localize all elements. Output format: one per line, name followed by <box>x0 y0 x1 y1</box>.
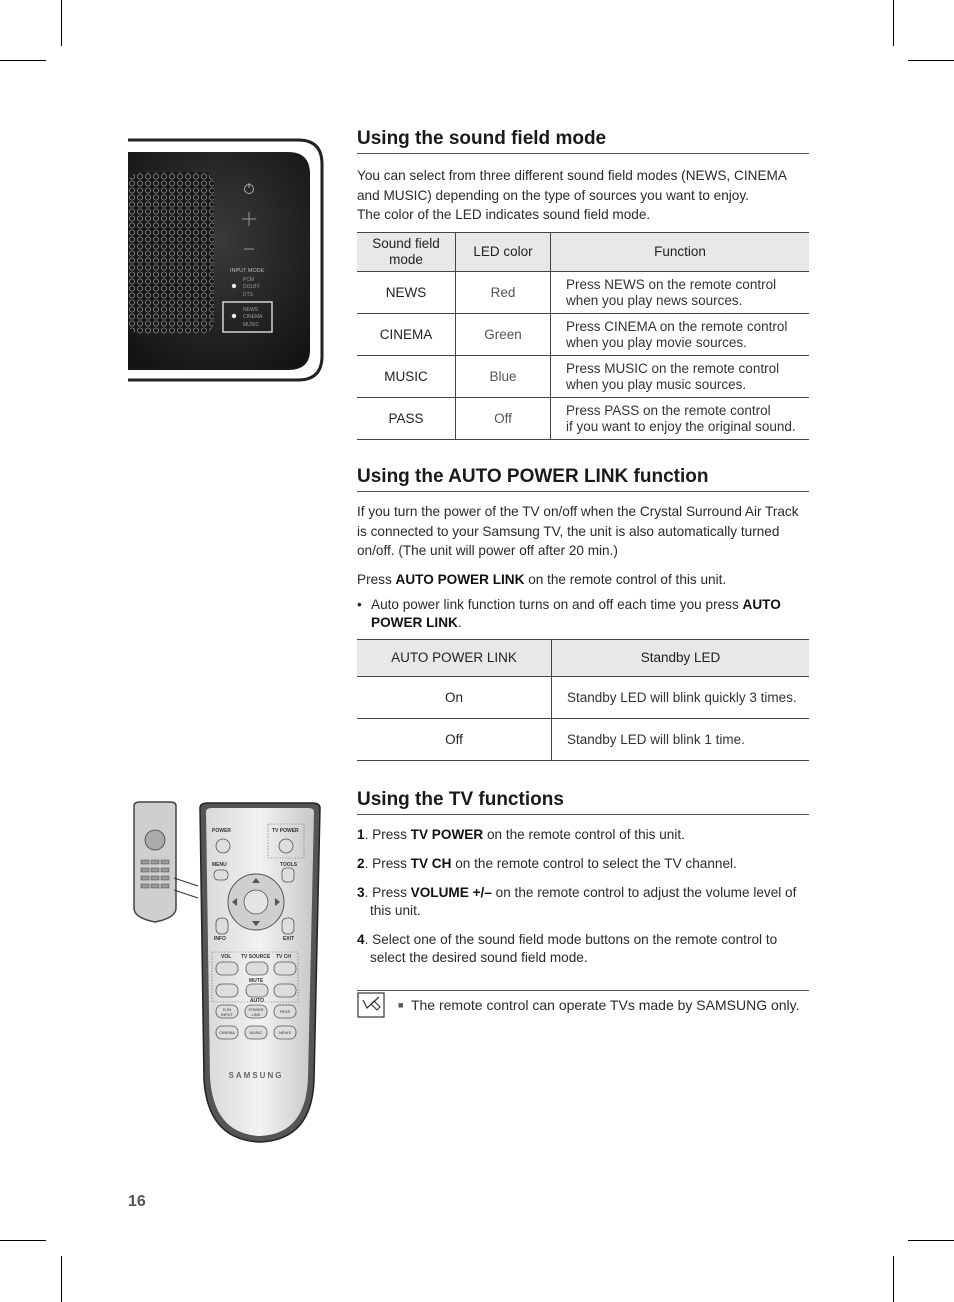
panel-dolby: DOLBY <box>243 284 260 290</box>
mode-cell: PASS <box>357 398 456 440</box>
remote-power-button <box>216 839 230 853</box>
th-auto-power-link: AUTO POWER LINK <box>357 640 552 677</box>
remote-auto-label: AUTO <box>250 998 265 1004</box>
remote-exit-label: EXIT <box>283 936 295 942</box>
crop-mark <box>0 60 46 61</box>
table-row <box>357 719 809 761</box>
crop-mark <box>908 1240 954 1241</box>
table-row <box>357 314 809 356</box>
table-row <box>357 272 809 314</box>
th-function: Function <box>551 233 810 272</box>
table-row <box>357 356 809 398</box>
state-cell: Off <box>357 719 552 761</box>
remote-power-link-label-1: POWER <box>248 1007 264 1012</box>
led-cell: Blue <box>456 356 551 398</box>
remote-tv-power-button <box>279 839 293 853</box>
auto-power-title: Using the AUTO POWER LINK function <box>357 466 809 492</box>
function-cell: Press PASS on the remote control if you want to enjoy the original sound. <box>551 398 810 440</box>
sound-field-intro2: The color of the LED indicates sound field mode. <box>357 207 651 222</box>
remote-brand-logo: SAMSUNG <box>228 1071 284 1080</box>
panel-input-mode: INPUT MODE <box>230 268 265 274</box>
remote-pass-label: PASS <box>279 1009 291 1014</box>
note-text: ■ The remote control can operate TVs made by SAMSUNG only. <box>398 997 800 1013</box>
crop-mark <box>908 60 954 61</box>
sound-field-table <box>357 232 809 440</box>
th-led: LED color <box>456 233 551 272</box>
remote-ch-down-button <box>274 984 296 997</box>
remote-menu-label: MENU <box>212 862 227 868</box>
remote-mute-button <box>246 984 268 997</box>
tv-step-3: 3. Press VOLUME +/– on the remote control to adjust the volume level of this unit. <box>357 885 797 918</box>
front-panel-illustration <box>128 138 324 382</box>
remote-tools-label: TOOLS <box>280 862 298 868</box>
remote-tv-ch-label: TV CH <box>276 954 291 960</box>
note-divider <box>357 990 809 991</box>
tv-step-1: 1. Press TV POWER on the remote control of this unit. <box>357 827 685 842</box>
tv-functions-title: Using the TV functions <box>357 789 809 815</box>
remote-info-button <box>216 918 228 934</box>
remote-mute-label: MUTE <box>249 978 264 984</box>
remote-info-label: INFO <box>214 936 226 942</box>
mode-cell: CINEMA <box>357 314 456 356</box>
crop-mark <box>61 0 62 46</box>
remote-cinema-label: CINEMA <box>219 1030 235 1035</box>
led-cell: Off <box>456 398 551 440</box>
th-mode: Sound field mode <box>357 233 456 272</box>
remote-vol-label: VOL <box>221 954 232 960</box>
led-behavior-cell: Standby LED will blink 1 time. <box>552 719 810 761</box>
remote-input-label: INPUT <box>221 1012 233 1017</box>
remote-tv-source-button <box>246 962 268 975</box>
th-standby-led: Standby LED <box>552 640 810 677</box>
panel-pcm: PCM <box>243 277 255 283</box>
led-behavior-cell: Standby LED will blink quickly 3 times. <box>552 677 810 719</box>
table-row <box>357 677 809 719</box>
remote-music-label: MUSIC <box>249 1030 263 1035</box>
function-cell: Press MUSIC on the remote control when you play music sources. <box>551 356 810 398</box>
remote-power-link-label-2: LINK <box>251 1012 261 1017</box>
auto-power-para: If you turn the power of the TV on/off when the Crystal Surround Air Track is connected to your Samsung TV, the unit is also automatically turned on/off. (The unit will power off after 20 min.) <box>357 504 799 558</box>
crop-mark <box>61 1256 62 1302</box>
crop-mark <box>893 0 894 46</box>
led-cell: Green <box>456 314 551 356</box>
crop-mark <box>893 1256 894 1302</box>
remote-power-label: POWER <box>212 828 231 834</box>
panel-news: NEWS <box>243 307 258 313</box>
remote-menu-button <box>214 870 228 880</box>
remote-news-label: NEWS <box>279 1030 291 1035</box>
page-number: 16 <box>128 1193 146 1210</box>
state-cell: On <box>357 677 552 719</box>
remote-exit-button <box>282 918 294 934</box>
mode-cell: MUSIC <box>357 356 456 398</box>
auto-power-table <box>357 639 809 761</box>
remote-ch-up-button <box>274 962 296 975</box>
tv-step-2: 2. Press TV CH on the remote control to select the TV channel. <box>357 856 737 871</box>
note-icon <box>357 992 385 1018</box>
table-row <box>357 398 809 440</box>
function-cell: Press CINEMA on the remote control when you play movie sources. <box>551 314 810 356</box>
panel-dts: DTS <box>243 292 253 298</box>
panel-cinema: CINEMA <box>243 314 263 320</box>
auto-power-press: Press AUTO POWER LINK on the remote control of this unit. <box>357 572 727 587</box>
function-cell: Press NEWS on the remote control when you play news sources. <box>551 272 810 314</box>
remote-tv-source-label: TV SOURCE <box>241 954 271 960</box>
panel-music: MUSIC <box>243 322 260 328</box>
led-cell: Red <box>456 272 551 314</box>
remote-vol-down-button <box>216 984 238 997</box>
remote-tools-button <box>282 868 294 882</box>
remote-illustration <box>128 800 328 1145</box>
remote-vol-up-button <box>216 962 238 975</box>
mode-cell: NEWS <box>357 272 456 314</box>
remote-d-in-label: D.IN <box>223 1007 231 1012</box>
tv-step-4: 4. Select one of the sound field mode buttons on the remote control to select the desired sound field mode. <box>357 932 778 965</box>
sound-field-title: Using the sound field mode <box>357 128 809 154</box>
crop-mark <box>0 1240 46 1241</box>
remote-tv-power-label: TV POWER <box>272 828 299 834</box>
auto-power-bullet: • Auto power link function turns on and off each time you press AUTO POWER LINK. <box>357 597 781 630</box>
sound-field-intro: You can select from three different sound field modes (NEWS, CINEMA and MUSIC) depending on the type of sources you want to enjoy. <box>357 168 787 203</box>
